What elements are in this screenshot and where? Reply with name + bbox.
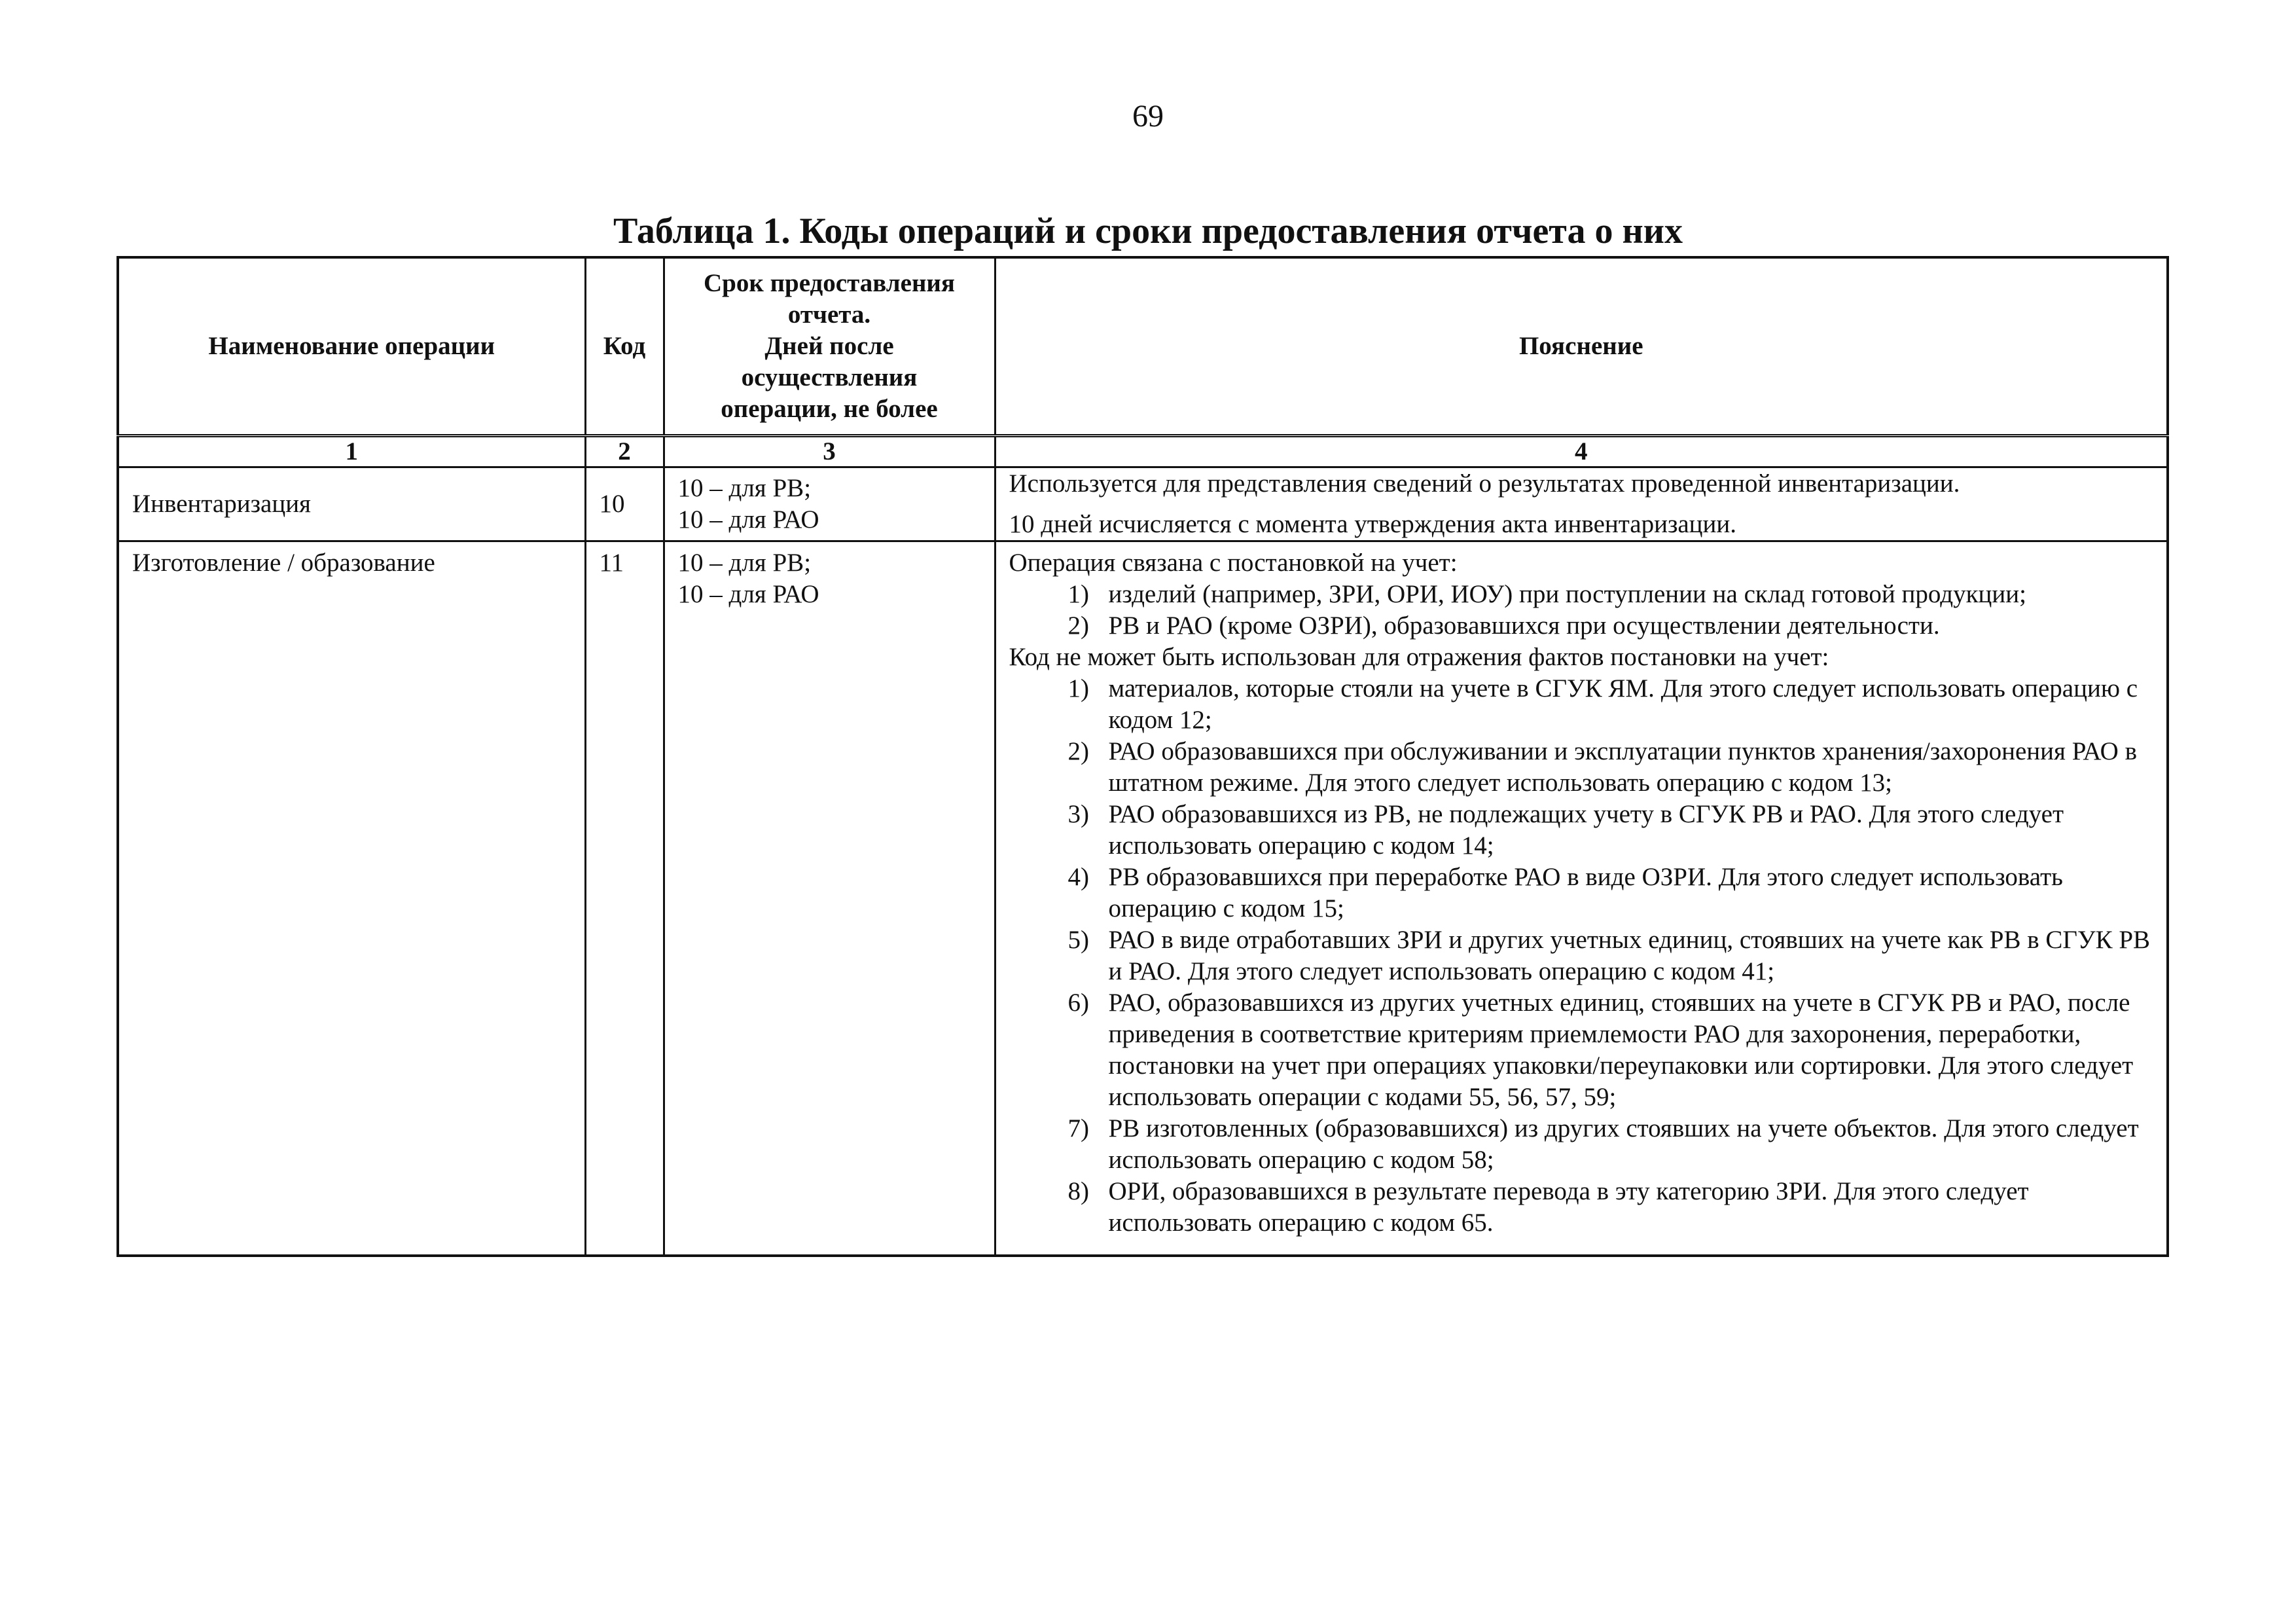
header-deadline-line: осуществления	[741, 363, 918, 392]
explanation-line: 10 дней исчисляется с момента утверждения акта инвентаризации.	[1009, 510, 1737, 538]
list-item-text: ОРИ, образовавшихся в результате перевода в эту категорию ЗРИ. Для этого следует использовать операцию с кодом 65.	[1108, 1177, 2029, 1237]
list-item-text: РАО образовавшихся из РВ, не подлежащих учету в СГУК РВ и РАО. Для этого следует использовать операцию с кодом 14;	[1108, 800, 2064, 860]
list-item	[1068, 924, 2154, 987]
page-number: 69	[1132, 99, 1164, 134]
list-item-text: РВ изготовленных (образовавшихся) из других стоявших на учете объектов. Для этого следует использовать операцию с кодом 58;	[1108, 1114, 2139, 1174]
list-item	[1068, 610, 2154, 642]
explanation-exclusions-intro: Код не может быть использован для отражения фактов постановки на учет:	[1009, 643, 1829, 671]
header-deadline-line: отчета.	[787, 301, 871, 329]
list-item-text: РВ и РАО (кроме ОЗРИ), образовавшихся при осуществлении деятельности.	[1108, 611, 1940, 640]
operation-name: Изготовление / образование	[118, 541, 585, 1256]
operation-name: Инвентаризация	[118, 467, 585, 541]
list-item-number: 1)	[1067, 674, 1089, 702]
header-deadline	[664, 257, 995, 436]
header-operation-name: Наименование операции	[118, 257, 585, 436]
list-item-number: 1)	[1067, 580, 1089, 608]
list-item-number: 7)	[1067, 1114, 1089, 1142]
list-item-text: РАО в виде отработавших ЗРИ и других учетных единиц, стоявших на учете как РВ в СГУК РВ и РАО. Для этого следует использовать операцию с кодом 41;	[1108, 926, 2151, 985]
list-item-text: РВ образовавшихся при переработке РАО в виде ОЗРИ. Для этого следует использовать операцию с кодом 15;	[1108, 863, 2063, 922]
header-deadline-line: Дней после	[764, 332, 894, 360]
list-item-number: 2)	[1067, 611, 1089, 640]
operation-explanation	[995, 467, 2168, 541]
deadline-line: 10 – для РВ;	[677, 474, 812, 502]
list-item-number: 6)	[1067, 989, 1089, 1017]
header-row	[118, 257, 2168, 436]
list-item-text: РАО, образовавшихся из других учетных единиц, стоявших на учете в СГУК РВ и РАО, после приведения в соответствие критериям приемлемости РАО для захоронения, переработки, постановки на учет при операциях упаковки/переупаковки или сортировки. Для этого следует использовать операции с кодами 55, 56, 57, 59;	[1108, 989, 2134, 1111]
explanation-line: Используется для представления сведений о результатах проведенной инвентаризации.	[1009, 469, 1960, 498]
column-number: 2	[585, 436, 664, 467]
list-item-text: РАО образовавшихся при обслуживании и эксплуатации пунктов хранения/захоронения РАО в штатном режиме. Для этого следует использовать операцию с кодом 13;	[1108, 737, 2137, 797]
header-deadline-line: Срок предоставления	[704, 269, 955, 297]
operation-deadline	[664, 467, 995, 541]
table-row	[118, 541, 2168, 1256]
header-code: Код	[585, 257, 664, 436]
list-item	[1068, 673, 2154, 736]
column-number-row	[118, 436, 2168, 467]
excluded-items-list	[1009, 673, 2154, 1239]
list-item-text: материалов, которые стояли на учете в СГУК ЯМ. Для этого следует использовать операцию с кодом 12;	[1108, 674, 2138, 734]
column-number: 4	[995, 436, 2168, 467]
included-items-list	[1009, 579, 2154, 642]
operation-deadline	[664, 541, 995, 1256]
table-title: Таблица 1. Коды операций и сроки предоставления отчета о них	[613, 211, 1683, 251]
deadline-line: 10 – для РАО	[677, 580, 819, 608]
list-item	[1068, 862, 2154, 924]
table-row	[118, 467, 2168, 541]
operation-explanation	[995, 541, 2168, 1256]
list-item	[1068, 736, 2154, 799]
list-item-number: 3)	[1067, 800, 1089, 828]
column-number: 3	[664, 436, 995, 467]
explanation-intro: Операция связана с постановкой на учет:	[1009, 549, 1458, 577]
header-explanation: Пояснение	[995, 257, 2168, 436]
list-item	[1068, 987, 2154, 1113]
list-item-number: 2)	[1067, 737, 1089, 765]
operations-table	[117, 256, 2169, 1257]
deadline-line: 10 – для РАО	[677, 505, 819, 534]
list-item	[1068, 1176, 2154, 1239]
deadline-line: 10 – для РВ;	[677, 549, 812, 577]
operation-code: 11	[585, 541, 664, 1256]
header-deadline-line: операции, не более	[721, 395, 938, 423]
operation-code: 10	[585, 467, 664, 541]
list-item	[1068, 1113, 2154, 1176]
list-item	[1068, 579, 2154, 610]
list-item-number: 8)	[1067, 1177, 1089, 1205]
list-item-number: 5)	[1067, 926, 1089, 954]
column-number: 1	[118, 436, 585, 467]
list-item-text: изделий (например, ЗРИ, ОРИ, ИОУ) при поступлении на склад готовой продукции;	[1108, 580, 2026, 608]
list-item	[1068, 799, 2154, 862]
list-item-number: 4)	[1067, 863, 1089, 891]
